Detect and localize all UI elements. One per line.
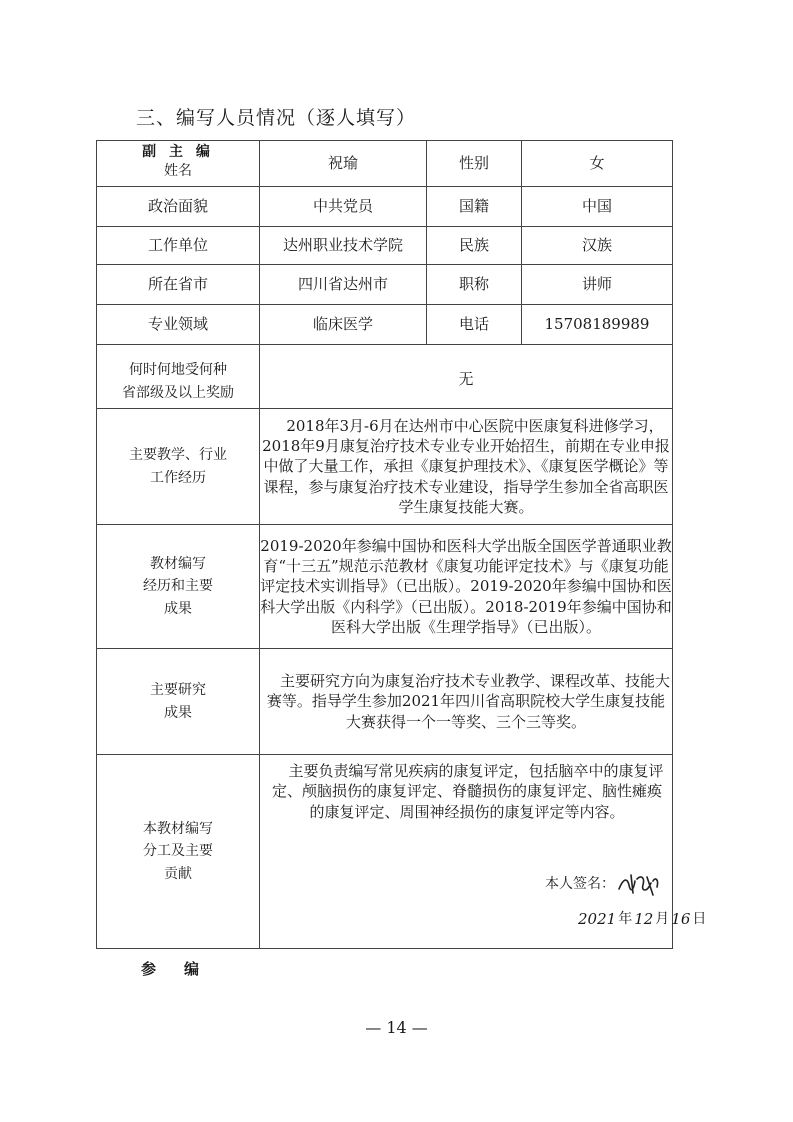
- date-month: 12: [634, 910, 654, 928]
- date-month-unit: 月: [655, 910, 670, 927]
- gender-value: 女: [522, 141, 673, 187]
- contribution-label-line2: 分工及主要: [143, 843, 213, 860]
- page-number: — 14 —: [365, 1018, 428, 1037]
- political-label: 政治面貌: [97, 187, 260, 227]
- section-title: 三、编写人员情况（逐人填写）: [136, 107, 417, 129]
- textbook-label-line3: 成果: [164, 600, 192, 617]
- row-province: [97, 265, 673, 305]
- workplace-value: 达州职业技术学院: [260, 227, 427, 265]
- textbook-text: 2019-2020年参编中国协和医科大学出版全国医学普通职业教育“十三五”规范示范教材《康复功能评定技术》与《康复功能评定技术实训指导》（已出版）。2019-2020年参编中国协和医科大学出版《内科学》（已出版）。2018-2019年参编中国协和医科大学出版《生理学指导》（已出版）。: [260, 536, 672, 636]
- row-workplace: [97, 227, 673, 265]
- contribution-label-line3: 贡献: [164, 865, 192, 882]
- row-political: [97, 187, 673, 227]
- experience-label-line2: 工作经历: [150, 469, 206, 486]
- award-label-line1: 何时何地受何种: [129, 362, 227, 379]
- date-day: 16: [671, 910, 691, 928]
- date-year: 2021: [578, 910, 617, 928]
- textbook-label: [97, 525, 260, 649]
- signature-label: 本人签名：: [545, 875, 615, 892]
- award-label-line2: 省部级及以上奖励: [122, 384, 234, 401]
- nationality-value: 中国: [522, 187, 673, 227]
- award-label: [97, 345, 260, 409]
- field-value: 临床医学: [260, 305, 427, 345]
- cell-name-label: [97, 141, 260, 187]
- phone-value: 15708189989: [522, 305, 673, 345]
- contributor-section-label: 参编: [141, 960, 228, 978]
- row-name: [97, 141, 673, 187]
- field-label: 专业领域: [97, 305, 260, 345]
- row-textbook: [97, 525, 673, 649]
- experience-label: [97, 409, 260, 525]
- title-label: 职称: [427, 265, 522, 305]
- signature-line: [545, 871, 661, 897]
- date-line: [578, 909, 706, 929]
- phone-label: 电话: [427, 305, 522, 345]
- ethnicity-value: 汉族: [522, 227, 673, 265]
- date-year-unit: 年: [618, 910, 633, 927]
- date-day-unit: 日: [692, 910, 707, 927]
- province-value: 四川省达州市: [260, 265, 427, 305]
- row-research: [97, 649, 673, 755]
- award-value: 无: [260, 345, 673, 409]
- experience-text: 2018年3月-6月在达州市中心医院中医康复科进修学习，2018年9月康复治疗技术专业专业开始招生，前期在专业申报中做了大量工作，承担《康复护理技术》、《康复医学概论》等课程，参与康复治疗技术专业建设，指导学生参加全省高职医学生康复技能大赛。: [262, 416, 670, 516]
- political-value: 中共党员: [260, 187, 427, 227]
- province-label: 所在省市: [97, 265, 260, 305]
- name-value: 祝瑜: [260, 141, 427, 187]
- research-text: 主要研究方向为康复治疗技术专业教学、课程改革、技能大赛等。指导学生参加2021年四川省高职院校大学生康复技能大赛获得一个一等奖、三个三等奖。: [266, 672, 670, 731]
- textbook-label-line1: 教材编写: [150, 555, 206, 572]
- row-experience: [97, 409, 673, 525]
- research-label: [97, 649, 260, 755]
- contribution-label-line1: 本教材编写: [143, 820, 213, 837]
- row-award: [97, 345, 673, 409]
- experience-label-line1: 主要教学、行业: [129, 447, 227, 464]
- title-value: 讲师: [522, 265, 673, 305]
- role-label: 副 主 编: [142, 143, 214, 160]
- name-label: 姓名: [164, 163, 192, 179]
- research-label-line2: 成果: [164, 704, 192, 721]
- row-contribution: [97, 755, 673, 949]
- contribution-text: 主要负责编写常见疾病的康复评定，包括脑卒中的康复评定、颅脑损伤的康复评定、脊髓损伤的康复评定、脑性瘫痪的康复评定、周围神经损伤的康复评定等内容。: [271, 762, 664, 821]
- handwritten-signature: [617, 871, 661, 897]
- workplace-label: 工作单位: [97, 227, 260, 265]
- ethnicity-label: 民族: [427, 227, 522, 265]
- row-field: [97, 305, 673, 345]
- research-label-line1: 主要研究: [150, 682, 206, 699]
- gender-label: 性别: [427, 141, 522, 187]
- textbook-label-line2: 经历和主要: [143, 578, 213, 595]
- contribution-label: [97, 755, 260, 949]
- nationality-label: 国籍: [427, 187, 522, 227]
- author-info-table: [96, 140, 707, 949]
